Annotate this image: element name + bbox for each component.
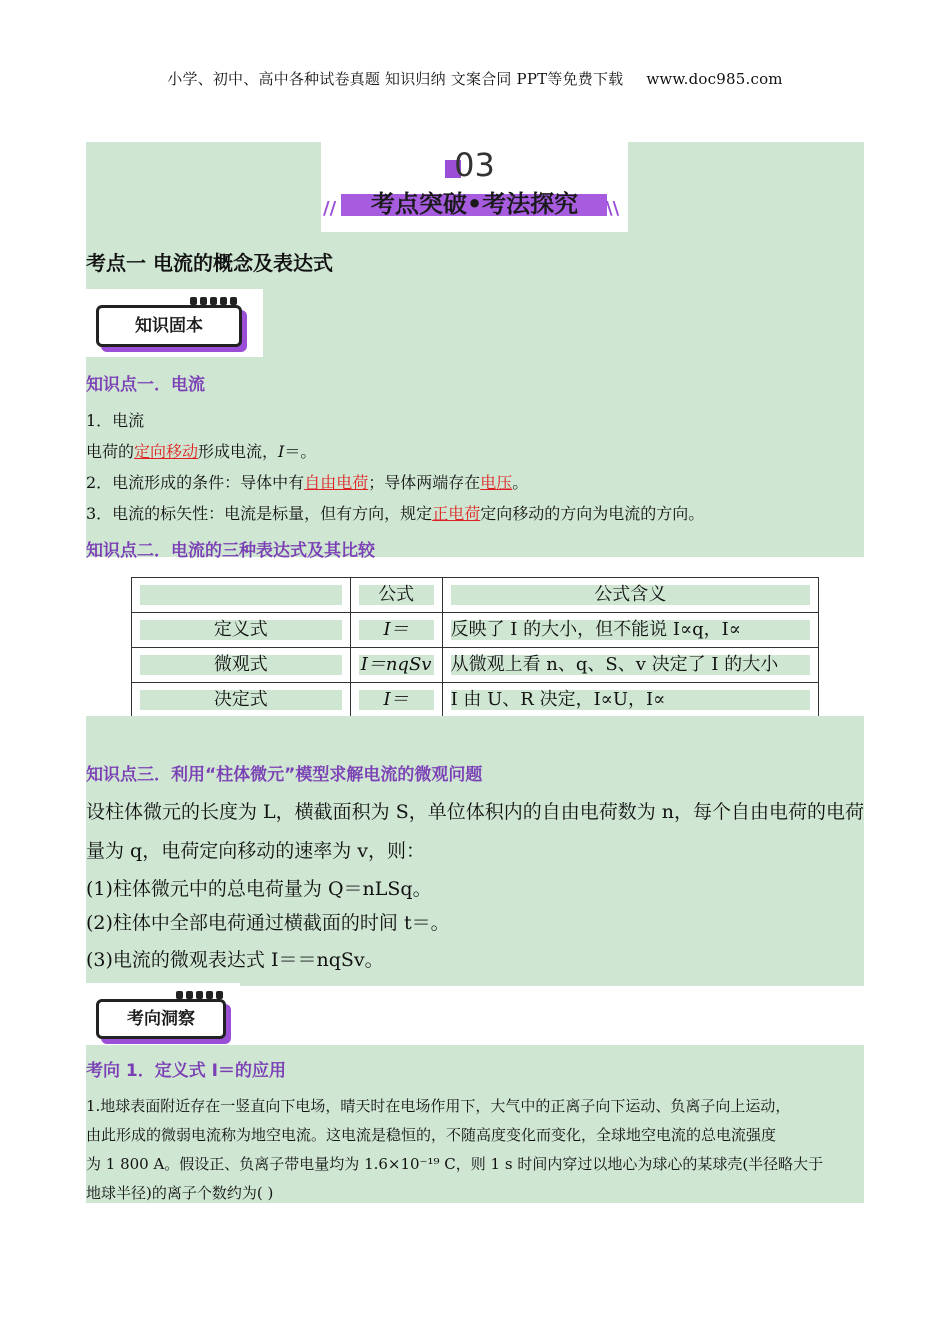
badge-dots [190,297,237,305]
table-header-row [132,578,819,613]
badge-direction-label: 考向洞察 [96,999,226,1039]
table-cell [132,648,351,683]
banner-title: 考点突破•考法探究 [370,190,579,218]
table-cell [350,613,442,648]
banner-left-mark: // [323,198,337,219]
kp1-line2-c: ＝。 [284,442,317,461]
kp1-line3 [86,472,528,494]
row-micro-formula: I＝nqSv [359,655,434,675]
kp1-line2-b: 形成电流， [198,442,279,461]
row-definition-meaning: 反映了 I 的大小，但不能说 I∝q，I∝ [451,620,810,640]
kp3-p4: (2)柱体中全部电荷通过横截面的时间 t＝。 [86,912,450,934]
section-banner [321,142,628,232]
table-header-formula: 公式 [359,585,434,605]
kp1-line2-i: I [278,442,285,461]
kp1-line2-red: 定向移动 [134,442,199,461]
kx1-line4: 地球半径)的离子个数约为( ) [86,1184,274,1202]
kp1-title: 知识点一．电流 [86,375,205,395]
table-header-cell [442,578,818,613]
kp1-line1: 1．电流 [86,411,145,430]
table-header-meaning: 公式含义 [451,585,810,605]
badge-dots [176,991,223,999]
table-cell [442,683,818,718]
table-header-empty [140,585,342,605]
kp3-p2: 量为 q，电荷定向移动的速率为 v，则： [86,840,425,862]
kp3-p1: 设柱体微元的长度为 L，横截面积为 S，单位体积内的自由电荷数为 n，每个自由电荷的电荷 [86,801,864,823]
kp3-title: 知识点三．利用“柱体微元”模型求解电流的微观问题 [86,765,483,785]
table-row [132,648,819,683]
comparison-table [131,577,819,718]
kp1-line2 [86,441,316,463]
kp1-line4-red: 正电荷 [432,504,481,523]
table-row [132,613,819,648]
kp1-line3-c: 。 [512,473,529,492]
kp2-title: 知识点二．电流的三种表达式及其比较 [86,541,375,561]
badge-knowledge [86,289,263,357]
row-micro-meaning: 从微观上看 n、q、S、v 决定了 I 的大小 [451,655,810,675]
row-definition-formula: I＝ [359,620,434,640]
header-site: www.doc985.com [646,70,783,88]
badge-knowledge-label: 知识固本 [96,305,242,347]
kx1-title: 考向 1．定义式 I＝的应用 [86,1061,286,1081]
kx1-line1: 1.地球表面附近存在一竖直向下电场，晴天时在电场作用下，大气中的正离子向下运动、负离子向上运动， [86,1097,791,1115]
kp1-line4-a: 3．电流的标矢性：电流是标量，但有方向，规定 [86,504,433,523]
kp1-line3-red1: 自由电荷 [304,473,369,492]
kp1-line4-b: 定向移动的方向为电流的方向。 [480,504,705,523]
row-determine-meaning: I 由 U、R 决定，I∝U，I∝ [451,690,810,710]
row-determine-name: 决定式 [140,690,342,710]
table-cell [132,613,351,648]
table-row [132,683,819,718]
section-title: 考点一 电流的概念及表达式 [86,251,333,275]
banner-right-mark: \\ [606,198,620,219]
table-cell [132,683,351,718]
badge-direction [86,983,240,1045]
kp1-line3-b: ；导体两端存在 [368,473,481,492]
table-cell [442,648,818,683]
table-header-cell [350,578,442,613]
row-definition-name: 定义式 [140,620,342,640]
table-cell [350,648,442,683]
kx1-line3: 为 1 800 A。假设正、负离子带电量均为 1.6×10⁻¹⁹ C，则 1 s 时间内穿过以地心为球心的某球壳(半径略大于 [86,1155,824,1173]
kp1-line4 [86,503,704,525]
banner-number: 03 [454,146,495,184]
header-text: 小学、初中、高中各种试卷真题 知识归纳 文案合同 PPT等免费下载 [167,70,624,88]
kp3-p5: (3)电流的微观表达式 I＝＝nqSv。 [86,949,384,971]
table-cell [442,613,818,648]
kp1-line3-a: 2．电流形成的条件：导体中有 [86,473,305,492]
table-cell [350,683,442,718]
kp1-line2-a: 电荷的 [86,442,135,461]
kp3-p3: (1)柱体微元中的总电荷量为 Q＝nLSq。 [86,878,432,900]
kp1-line3-red2: 电压 [480,473,513,492]
kx1-line2: 由此形成的微弱电流称为地空电流。这电流是稳恒的，不随高度变化而变化，全球地空电流的总电流强度 [86,1126,777,1144]
row-determine-formula: I＝ [359,690,434,710]
row-micro-name: 微观式 [140,655,342,675]
table-header-cell [132,578,351,613]
page-header [0,68,950,89]
